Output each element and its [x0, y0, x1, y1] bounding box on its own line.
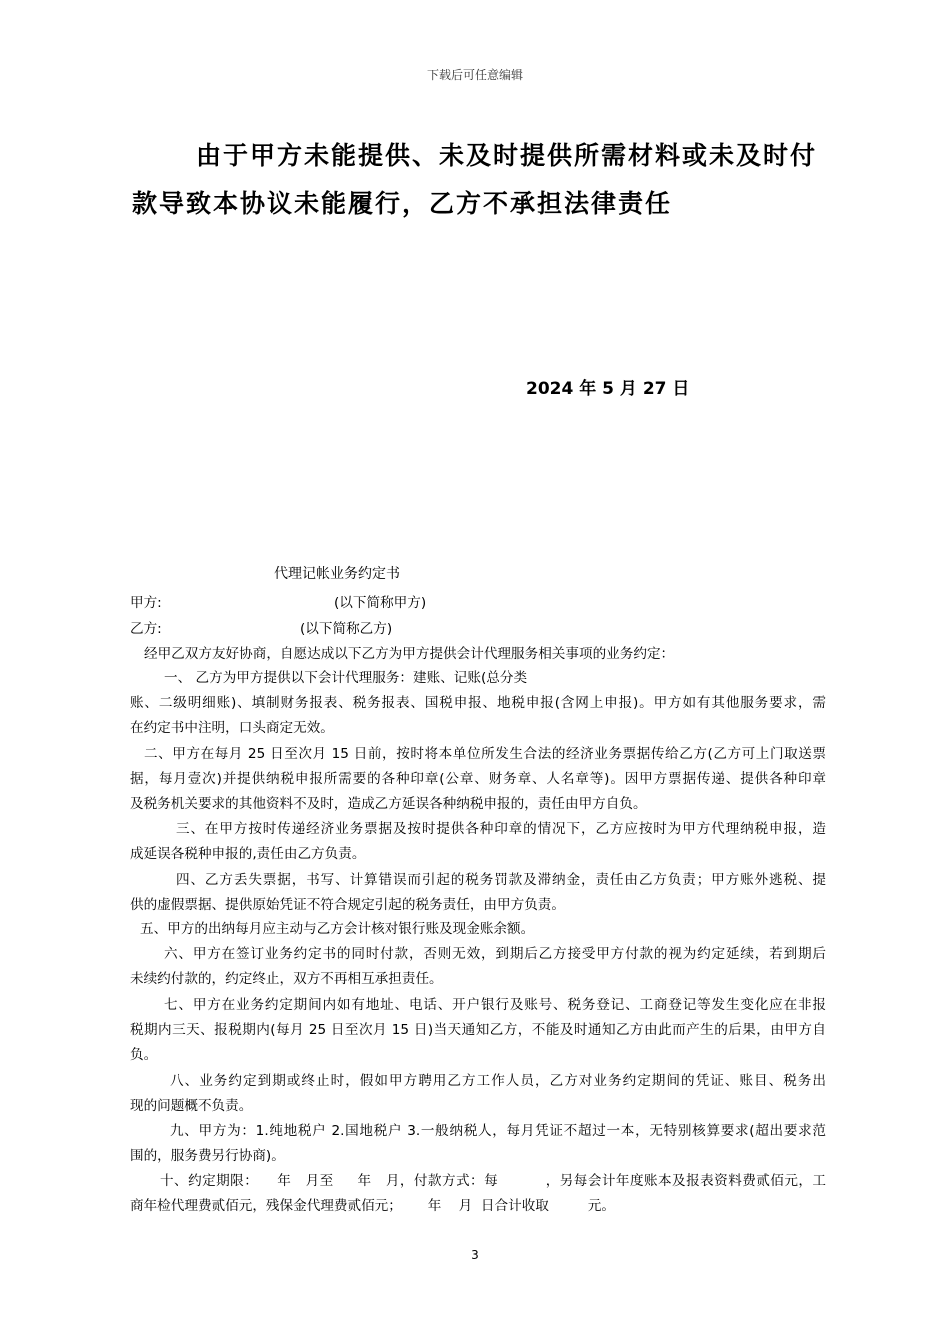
- page-number: 3: [471, 1248, 479, 1262]
- clause-8-line-1: 八、业务约定到期或终止时，假如甲方聘用乙方工作人员，乙方对业务约定期间的凭证、账目、税务出: [170, 1073, 826, 1089]
- party-b-label: 乙方:: [130, 621, 162, 637]
- clause-8-line-2: 现的问题概不负责。: [130, 1098, 253, 1114]
- clause-7-line-1: 七、甲方在业务约定期间内如有地址、电话、开户银行及账号、税务登记、工商登记等发生变化应在非报: [164, 997, 826, 1013]
- clause-6-line-1: 六、甲方在签订业务约定书的同时付款，否则无效，到期后乙方接受甲方付款的视为约定延续，若到期后: [164, 946, 826, 962]
- clause-1-line-2: 账、二级明细账)、填制财务报表、税务报表、国税申报、地税申报(含网上申报)。甲方如有其他服务要求，需: [130, 695, 826, 711]
- clause-7-line-2: 税期内三天、报税期内(每月 25 日至次月 15 日)当天通知乙方，不能及时通知乙方由此而产生的后果，由甲方自: [130, 1022, 826, 1038]
- party-a-note: (以下简称甲方): [334, 595, 427, 611]
- party-b-note: (以下简称乙方): [300, 621, 393, 637]
- intro-paragraph: 经甲乙双方友好协商，自愿达成以下乙方为甲方提供会计代理服务相关事项的业务约定：: [144, 646, 675, 662]
- header-note: 下载后可任意编辑: [426, 68, 523, 82]
- clause-3-line-2: 成延误各税种申报的,责任由乙方负责。: [130, 846, 366, 862]
- clause-6-line-2: 未续约付款的，约定终止，双方不再相互承担责任。: [130, 971, 443, 987]
- clause-10-line-1: 十、约定期限： 年 月至 年 月，付款方式：每 ，另每会计年度账本及报表资料费贰佰元，工: [160, 1173, 826, 1189]
- clause-2-line-2: 据，每月壹次)并提供纳税申报所需要的各种印章(公章、财务章、人名章等)。因甲方票据传递、提供各种印章: [130, 771, 826, 787]
- clause-4-line-1: 四、乙方丢失票据，书写、计算错误而引起的税务罚款及滞纳金，责任由乙方负责；甲方账外逃税、提: [176, 872, 826, 888]
- clause-2-line-3: 及税务机关要求的其他资料不及时，造成乙方延误各种纳税申报的，责任由甲方自负。: [130, 796, 647, 812]
- clause-7-line-3: 负。: [130, 1047, 158, 1063]
- clause-9-line-1: 九、甲方为：1.纯地税户 2.国地税户 3.一般纳税人，每月凭证不超过一本，无特别核算要求(超出要求范: [170, 1123, 826, 1139]
- clause-10-line-2: 商年检代理费贰佰元，残保金代理费贰佰元； 年 月 日合计收取 元。: [130, 1198, 615, 1214]
- clause-1-line-3: 在约定书中注明，口头商定无效。: [130, 720, 334, 736]
- clause-4-line-2: 供的虚假票据、提供原始凭证不符合规定引起的税务责任，由甲方负责。: [130, 897, 565, 913]
- document-title: 代理记帐业务约定书: [274, 566, 400, 582]
- clause-1-line-1: 一、 乙方为甲方提供以下会计代理服务：建账、记账(总分类: [164, 670, 528, 686]
- clause-9-line-2: 围的，服务费另行协商)。: [130, 1148, 285, 1164]
- clause-2-line-1: 二、甲方在每月 25 日至次月 15 日前，按时将本单位所发生合法的经济业务票据传给乙方(乙方可上门取送票: [144, 746, 826, 762]
- bold-title-line-2: 款导致本协议未能履行，乙方不承担法律责任: [132, 189, 673, 218]
- signature-date: 2024 年 5 月 27 日: [526, 379, 690, 399]
- clause-3-line-1: 三、在甲方按时传递经济业务票据及按时提供各种印章的情况下，乙方应按时为甲方代理纳税申报，造: [176, 821, 826, 837]
- party-a-label: 甲方:: [130, 595, 162, 611]
- clause-5-line-1: 五、甲方的出纳每月应主动与乙方会计核对银行账及现金账余额。: [140, 921, 535, 937]
- bold-title-line-1: 由于甲方未能提供、未及时提供所需材料或未及时付: [196, 141, 818, 170]
